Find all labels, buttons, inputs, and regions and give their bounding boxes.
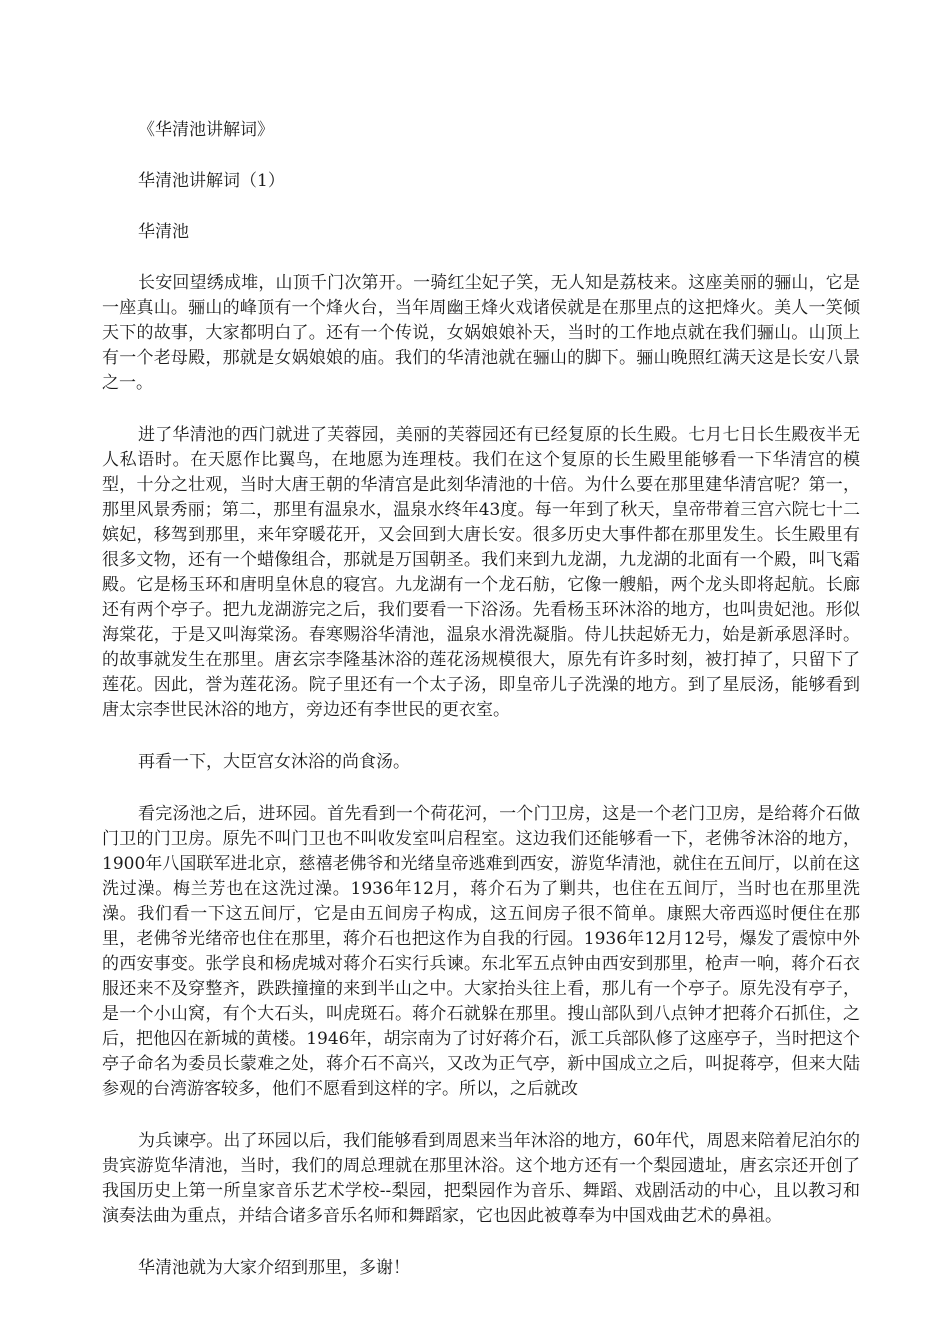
paragraph-closing: 华清池就为大家介绍到那里，多谢！: [138, 1258, 410, 1278]
document-title: 《华清池讲解词》: [138, 120, 274, 140]
paragraph-intro: 长安回望绣成堆，山顶千门次第开。一骑红尘妃子笑，无人知是荔枝来。这座美丽的骊山，它是一座真山。骊山的峰顶有一个烽火台，当年周幽王烽火戏诸侯就是在那里点的这把烽火。美人一笑倾天下的故事，大家都明白了。还有一个传说，女娲娘娘补天，当时的工作地点就在我们骊山。山顶上有一个老母殿，那就是女娲娘娘的庙。我们的华清池就在骊山的脚下。骊山晚照红满天这是长安八景之一。: [102, 273, 860, 393]
section-heading: 华清池: [138, 222, 189, 242]
paragraph-furong-garden: 进了华清池的西门就进了芙蓉园，美丽的芙蓉园还有已经复原的长生殿。七月七日长生殿夜半无人私语时。在天愿作比翼鸟，在地愿为连理枝。我们在这个复原的长生殿里能够看一下华清宫的模型，十分之壮观，当时大唐王朝的华清宫是此刻华清池的十倍。为什么要在那里建华清宫呢？第一，那里风景秀丽；第二，那里有温泉水，温泉水终年43度。每一年到了秋天，皇帝带着三宫六院七十二嫔妃，移驾到那里，来年穿暖花开，又会回到大唐长安。很多历史大事件都在那里发生。长生殿里有很多文物，还有一个蜡像组合，那就是万国朝圣。我们来到九龙湖，九龙湖的北面有一个殿，叫飞霜殿。它是杨玉环和唐明皇休息的寝宫。九龙湖有一个龙石舫，它像一艘船，两个龙头即将起航。长廊还有两个亭子。把九龙湖游完之后，我们要看一下浴汤。先看杨玉环沐浴的地方，也叫贵妃池。形似海棠花，于是又叫海棠汤。春寒赐浴华清池，温泉水滑洗凝脂。侍儿扶起娇无力，始是新承恩泽时。的故事就发生在那里。唐玄宗李隆基沐浴的莲花汤规模很大，原先有许多时刻，被打掉了，只留下了莲花。因此，誉为莲花汤。院子里还有一个太子汤，即皇帝儿子洗澡的地方。到了星辰汤，能够看到唐太宗李世民沐浴的地方，旁边还有李世民的更衣室。: [102, 425, 860, 720]
paragraph-huan-garden: 看完汤池之后，进环园。首先看到一个荷花河，一个门卫房，这是一个老门卫房，是给蒋介石做门卫的门卫房。原先不叫门卫也不叫收发室叫启程室。这边我们还能够看一下，老佛爷沐浴的地方，1900年八国联军进北京，慈禧老佛爷和光绪皇帝逃难到西安，游览华清池，就住在五间厅，以前在这洗过澡。梅兰芳也在这洗过澡。1936年12月，蒋介石为了剿共，也住在五间厅，当时也在那里洗澡。我们看一下这五间厅，它是由五间房子构成，这五间房子很不简单。康熙大帝西巡时便住在那里，老佛爷光绪帝也住在那里，蒋介石也把这作为自我的行园。1936年12月12号，爆发了震惊中外的西安事变。张学良和杨虎城对蒋介石实行兵谏。东北军五点钟由西安到那里，枪声一响，蒋介石衣服还来不及穿整齐，跌跌撞撞的来到半山之中。大家抬头往上看，那儿有一个亭子。原先没有亭子，是一个小山窝，有个大石头，叫虎斑石。蒋介石就躲在那里。搜山部队到八点钟才把蒋介石抓住，之后，把他囚在新城的黄楼。1946年，胡宗南为了讨好蒋介石，派工兵部队修了这座亭子，当时把这个亭子命名为委员长蒙难之处，蒋介石不高兴，又改为正气亭，新中国成立之后，叫捉蒋亭，但来大陆参观的台湾游客较多，他们不愿看到这样的字。所以，之后就改: [102, 804, 860, 1099]
document-body: [102, 118, 860, 1308]
paragraph-shangshi-bath: 再看一下，大臣宫女沐浴的尚食汤。: [138, 752, 410, 772]
document-subtitle: 华清池讲解词（1）: [138, 171, 285, 191]
paragraph-bingjian-pavilion: 为兵谏亭。出了环园以后，我们能够看到周恩来当年沐浴的地方，60年代，周恩来陪着尼泊尔的贵宾游览华清池，当时，我们的周总理就在那里沐浴。这个地方还有一个梨园遗址，唐玄宗还开创了我国历史上第一所皇家音乐艺术学校--梨园，把梨园作为音乐、舞蹈、戏剧活动的中心，且以教习和演奏法曲为重点，并结合诸多音乐名师和舞蹈家，它也因此被尊奉为中国戏曲艺术的鼻祖。: [102, 1131, 860, 1226]
